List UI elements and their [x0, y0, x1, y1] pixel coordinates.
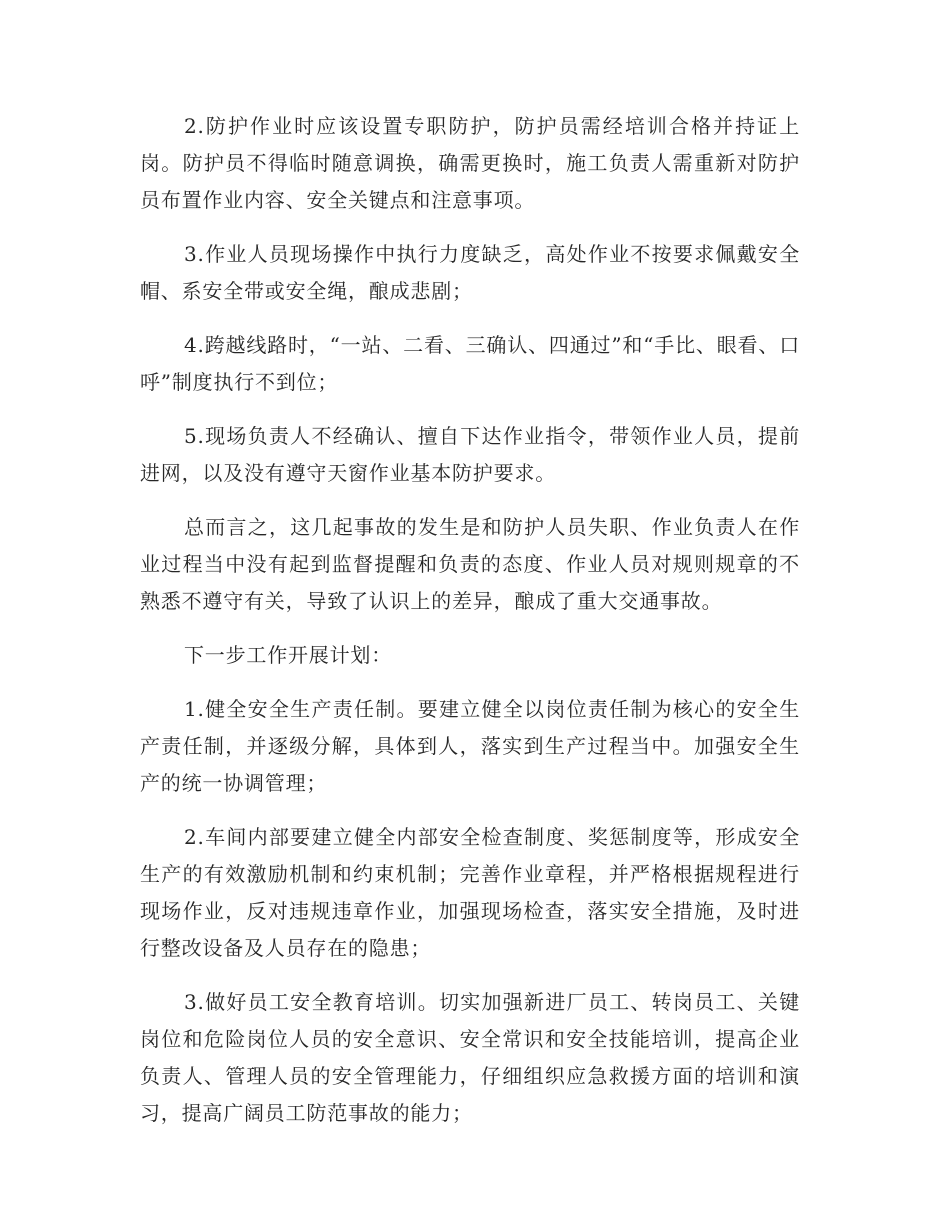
paragraph-line-crossing: 4.跨越线路时，“一站、二看、三确认、四通过”和“手比、眼看、口呼”制度执行不到位；: [140, 333, 800, 394]
document-page: [140, 108, 800, 1149]
paragraph-summary: 总而言之，这几起事故的发生是和防护人员失职、作业负责人在作业过程当中没有起到监督提醒和负责的态度、作业人员对规则规章的不熟悉不遵守有关，导致了认识上的差异，酿成了重大交通事故。: [140, 515, 800, 613]
section-heading-next-plan: 下一步工作开展计划：: [184, 643, 392, 667]
paragraph-plan-training: 3.做好员工安全教育培训。切实加强新进厂员工、转岗员工、关键岗位和危险岗位人员的安全意识、安全常识和安全技能培训，提高企业负责人、管理人员的安全管理能力，仔细组织应急救援方面的培训和演习，提高广阔员工防范事故的能力；: [140, 990, 800, 1125]
paragraph-safety-gear: 3.作业人员现场操作中执行力度缺乏，高处作业不按要求佩戴安全帽、系安全带或安全绳，酿成悲剧；: [140, 242, 800, 303]
paragraph-plan-inspection: 2.车间内部要建立健全内部安全检查制度、奖惩制度等，形成安全生产的有效激励机制和约束机制；完善作业章程，并严格根据规程进行现场作业，反对违规违章作业，加强现场检查，落实安全措施，及时进行整改设备及人员存在的隐患；: [140, 825, 800, 960]
paragraph-protection-staffing: 2.防护作业时应该设置专职防护，防护员需经培训合格并持证上岗。防护员不得临时随意调换，确需更换时，施工负责人需重新对防护员布置作业内容、安全关键点和注意事项。: [140, 114, 800, 212]
paragraph-site-leader: 5.现场负责人不经确认、擅自下达作业指令，带领作业人员，提前进网，以及没有遵守天窗作业基本防护要求。: [140, 424, 800, 485]
paragraph-plan-responsibility: 1.健全安全生产责任制。要建立健全以岗位责任制为核心的安全生产责任制，并逐级分解，具体到人，落实到生产过程当中。加强安全生产的统一协调管理；: [140, 697, 800, 795]
